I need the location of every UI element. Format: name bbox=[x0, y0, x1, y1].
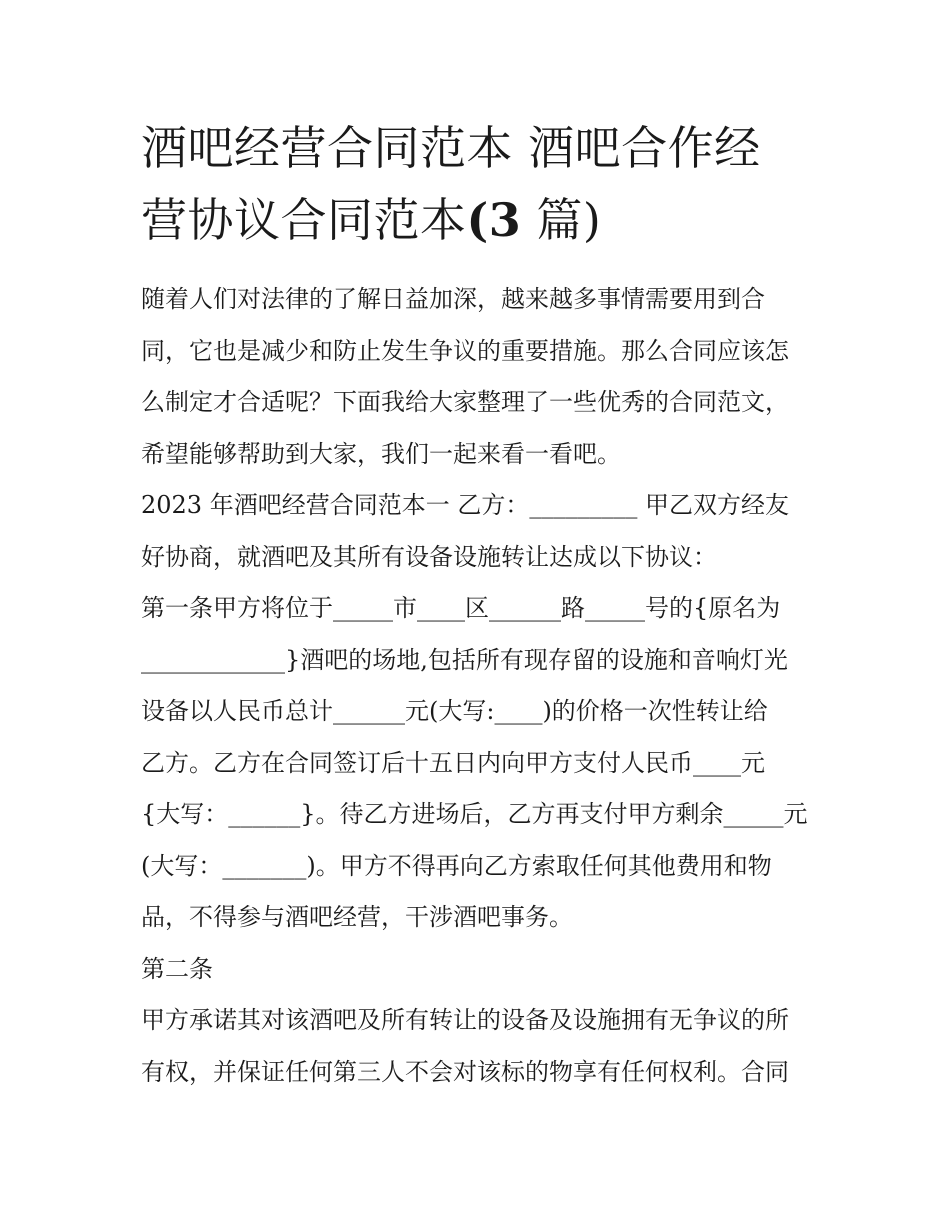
body-line: 好协商，就酒吧及其所有设备设施转让达成以下协议： bbox=[141, 542, 717, 571]
title-line-2: 营协议合同范本(3 篇) bbox=[141, 193, 602, 247]
body-line: 随着人们对法律的了解日益加深，越来越多事情需要用到合 bbox=[141, 285, 765, 313]
article-1-line: 品，不得参与酒吧经营，干涉酒吧事务。 bbox=[141, 903, 573, 931]
article-1-line: (大写：_______)。甲方不得再向乙方索取任何其他费用和物 bbox=[141, 851, 772, 880]
article-1-line: ____________}酒吧的场地,包括所有现存留的设施和音响灯光 bbox=[141, 645, 788, 674]
article-1-line: 乙方。乙方在合同签订后十五日内向甲方支付人民币____元 bbox=[141, 748, 765, 777]
article-2-line: 有权，并保证任何第三人不会对该标的物享有任何权利。合同 bbox=[141, 1057, 789, 1086]
article-2-line: 甲方承诺其对该酒吧及所有转让的设备及设施拥有无争议的所 bbox=[141, 1006, 789, 1034]
document-body bbox=[141, 274, 821, 1098]
title-line-1: 酒吧经营合同范本 酒吧合作经 bbox=[141, 121, 761, 175]
article-2-heading: 第二条 bbox=[141, 954, 213, 983]
body-line: 希望能够帮助到大家，我们一起来看一看吧。 bbox=[141, 439, 621, 468]
article-1-line: 第一条甲方将位于_____市____区______路_____号的{原名为 bbox=[141, 594, 781, 622]
article-1-line: {大写：______}。待乙方进场后，乙方再支付甲方剩余_____元 bbox=[141, 800, 808, 828]
body-line: 同，它也是减少和防止发生争议的重要措施。那么合同应该怎 bbox=[141, 336, 789, 365]
body-line: 么制定才合适呢？下面我给大家整理了一些优秀的合同范文， bbox=[141, 388, 789, 416]
title-number: (3 bbox=[466, 193, 522, 247]
contract-heading-line: 2023 年酒吧经营合同范本一 乙方：_________ 甲乙双方经友 bbox=[141, 491, 789, 519]
article-1-line: 设备以人民币总计______元(大写:____)的价格一次性转让给 bbox=[141, 697, 768, 725]
document-page bbox=[141, 112, 821, 1098]
document-title bbox=[141, 112, 821, 256]
